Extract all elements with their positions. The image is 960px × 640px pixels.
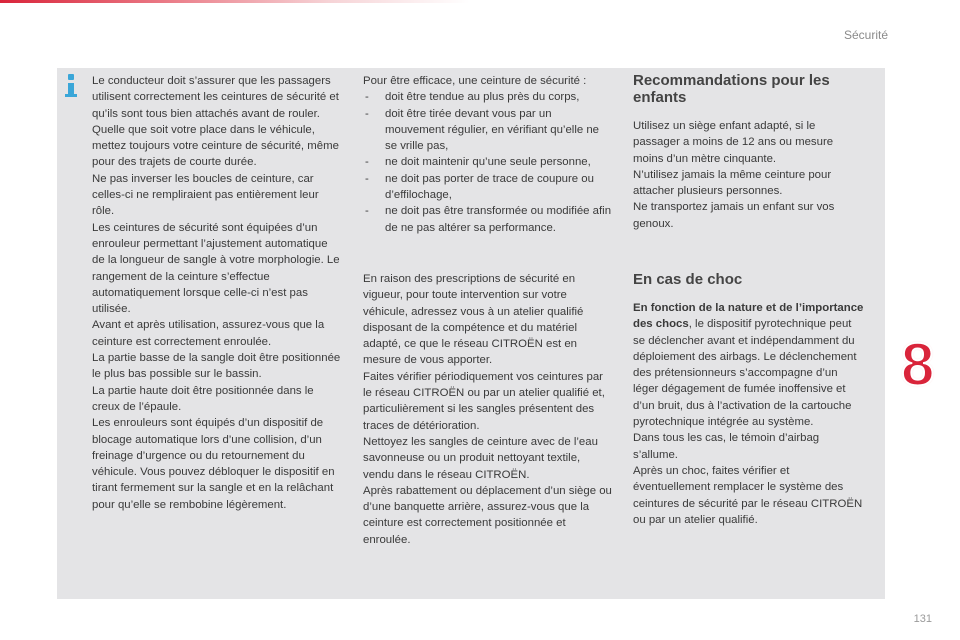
efficacy-block [363, 73, 613, 236]
crash-lead [633, 300, 865, 430]
crash-lead-rest: , le dispositif pyrotechnique peut se déclencher avant et indépendamment du déploiement des airbags. Le déclenchement des prétensionneurs s’accompagne d’un léger dégagement de fumée inoffensive et d’un bruit, dus à l’activation de la cartouche pyrotechnique intégrée au système. [633, 318, 857, 429]
info-icon [64, 74, 78, 98]
paragraph: La partie haute doit être positionnée dans le creux de l’épaule. [92, 384, 314, 413]
list-item: - doit être tirée devant vous par un mouvement régulier, en vérifiant qu’elle ne se vrille pas, [363, 106, 613, 155]
paragraph: Ne pas inverser les boucles de ceinture, car celles-ci ne rempliraient pas entièrement leur rôle. [92, 172, 319, 218]
paragraph: Les enrouleurs sont équipés d’un dispositif de blocage automatique lors d’une collision, d’un freinage d’urgence ou du retournement du véhicule. Vous pouvez débloquer le dispositif en tirant fermement sur la sangle et en la relâchant pour qu’elle se rembobine légèrement. [92, 417, 335, 511]
children-block [633, 72, 865, 232]
crash-heading: En cas de choc [633, 271, 743, 288]
crash-block [633, 271, 865, 528]
list-item: - ne doit pas porter de trace de coupure ou d’effilochage, [363, 171, 613, 204]
paragraph: En raison des prescriptions de sécurité en vigueur, pour toute intervention sur votre véhicule, adressez vous à un atelier qualifié disposant de la compétence et du matériel adapté, ce que le réseau CITROËN est en mesure de vous apporter. [363, 273, 584, 367]
section-title: Sécurité [843, 28, 888, 42]
header-accent-bar [0, 0, 470, 3]
crash-lead-bold: En fonction de la nature et de l’importance des chocs [633, 302, 864, 331]
efficacy-list [363, 89, 613, 236]
paragraph: Le conducteur doit s’assurer que les passagers utilisent correctement les ceintures de sécurité et qu’ils sont tous bien attachés avant de rouler. [92, 75, 339, 120]
paragraph: Après rabattement ou déplacement d’un siège ou d’une banquette arrière, assurez-vous que la ceinture est correctement positionnée et enroulée. [363, 484, 612, 546]
chapter-number: 8 [901, 331, 935, 398]
paragraph: Avant et après utilisation, assurez-vous que la ceinture est correctement enroulée. [92, 319, 325, 348]
list-item: - doit être tendue au plus près du corps, [363, 89, 613, 105]
children-heading: Recommandations pour les enfants [633, 72, 830, 106]
paragraph: N’utilisez jamais la même ceinture pour attacher plusieurs personnes. [633, 168, 832, 198]
efficacy-intro: Pour être efficace, une ceinture de sécurité : [363, 75, 587, 87]
maintenance-block [363, 271, 613, 548]
paragraph: Dans tous les cas, le témoin d’airbag s’allume. [633, 432, 820, 461]
list-item: - ne doit maintenir qu’une seule personne, [363, 154, 613, 170]
page-number: 131 [913, 613, 932, 625]
info-text-block [92, 73, 342, 513]
paragraph: Après un choc, faites vérifier et éventuellement remplacer le système des ceintures de sécurité par le réseau CITROËN ou par un atelier qualifié. [633, 464, 863, 526]
paragraph: Faites vérifier périodiquement vos ceintures par le réseau CITROËN ou par un atelier qualifié et, particulièrement si les sangles présentent des traces de détérioration. [363, 370, 605, 432]
paragraph: Utilisez un siège enfant adapté, si le passager a moins de 12 ans ou mesure moins d’un mètre cinquante. [633, 120, 834, 165]
paragraph: Nettoyez les sangles de ceinture avec de l’eau savonneuse ou un produit nettoyant textile, vendu dans le réseau CITROËN. [363, 435, 598, 481]
paragraph: Quelle que soit votre place dans le véhicule, mettez toujours votre ceinture de sécurité, même pour des trajets de courte durée. [92, 123, 339, 169]
list-item: - ne doit pas être transformée ou modifiée afin de ne pas altérer sa performance. [363, 203, 613, 236]
paragraph: La partie basse de la sangle doit être positionnée le plus bas possible sur le bassin. [92, 352, 341, 381]
paragraph: Ne transportez jamais un enfant sur vos genoux. [633, 201, 835, 230]
paragraph: Les ceintures de sécurité sont équipées d’un enrouleur permettant l’ajustement automatique de la longueur de sangle à votre morphologie. Le rangement de la ceinture s’effectue automatiquement lorsque celle-ci n’est pas utilisée. [92, 221, 340, 316]
